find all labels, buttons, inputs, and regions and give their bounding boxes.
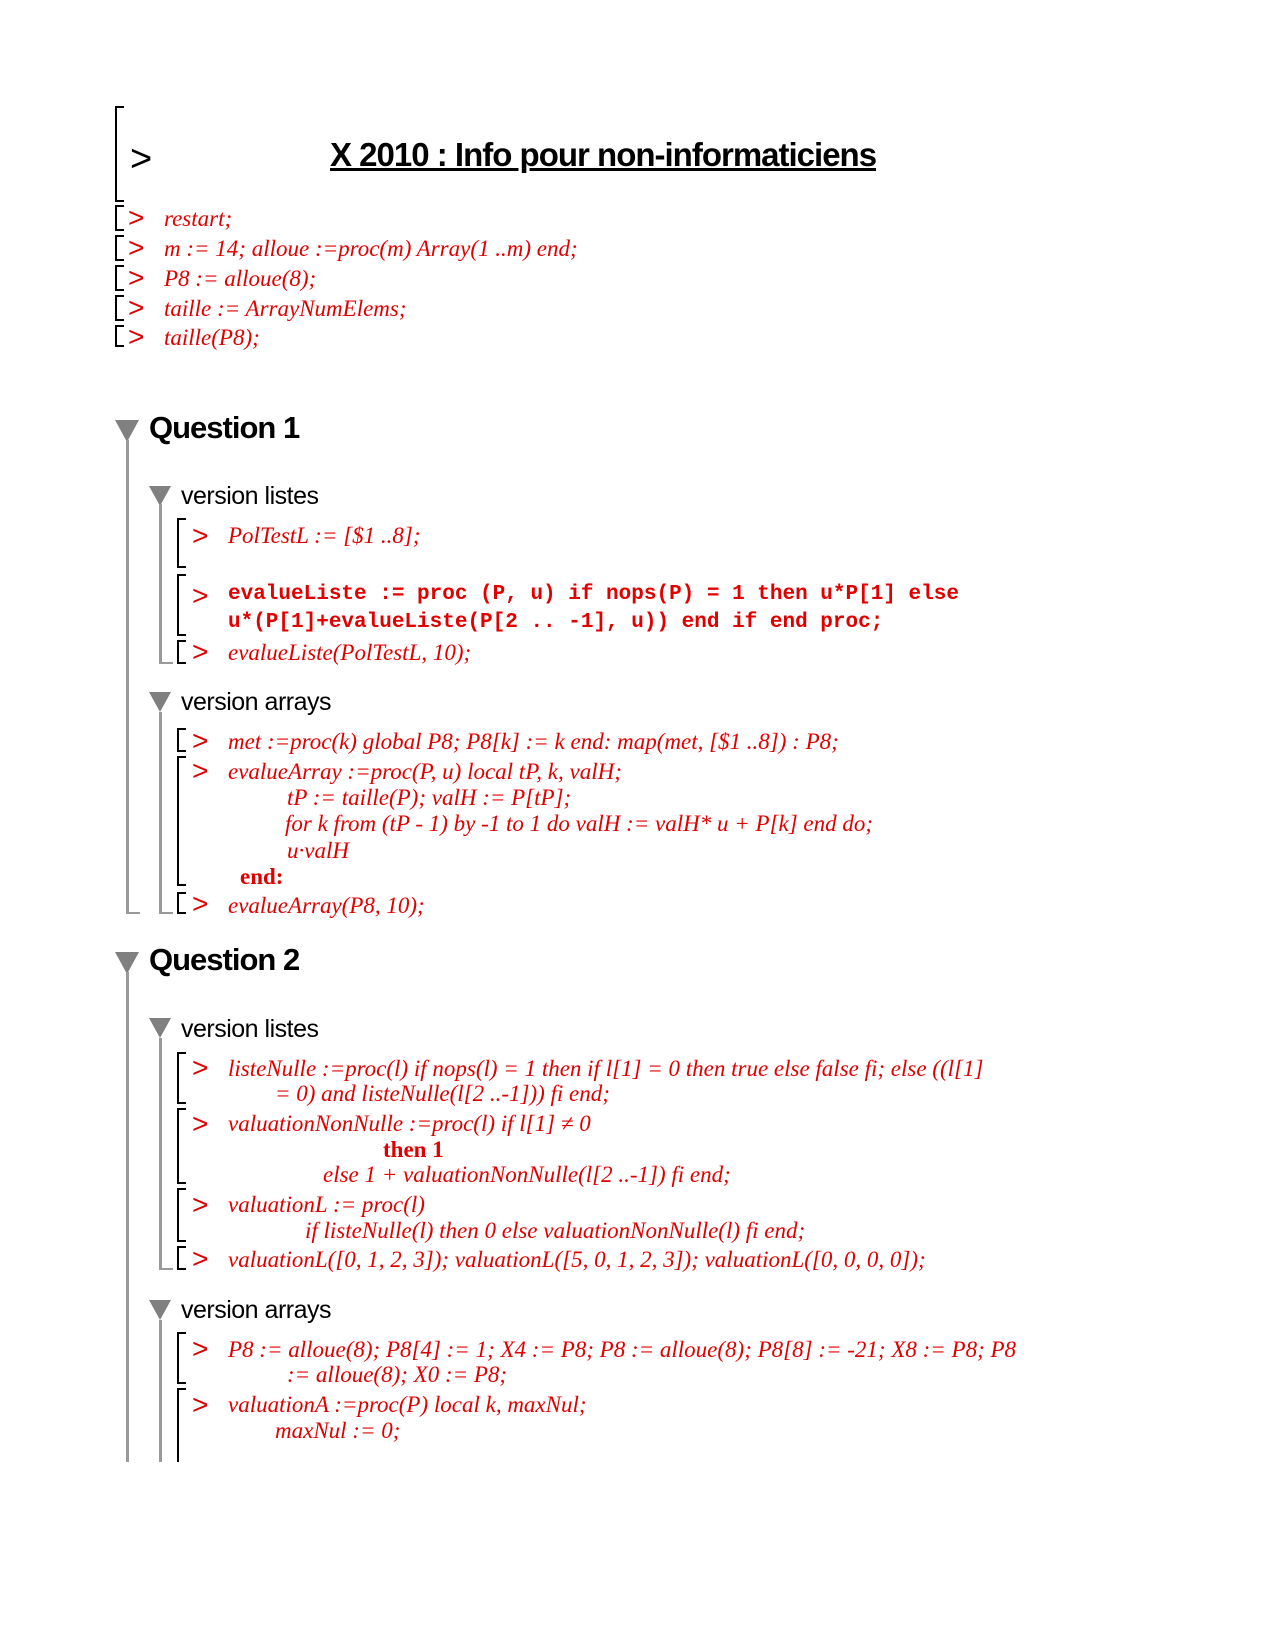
input-taille-def[interactable]: taille := ArrayNumElems;: [164, 296, 407, 321]
section-collapse-icon[interactable]: [115, 420, 139, 442]
prompt-marker: >: [192, 636, 209, 667]
group-bracket: [115, 106, 124, 202]
subsection-rule: [159, 504, 162, 664]
input-valuationnonnulle-line3[interactable]: else 1 + valuationNonNulle(l[2 ..-1]) fi end;: [323, 1162, 731, 1187]
subsection-rule: [159, 1320, 162, 1462]
section-rule-end: [126, 912, 140, 914]
input-p8-tests-line1[interactable]: P8 := alloue(8); P8[4] := 1; X4 := P8; P8 := alloue(8); P8[8] := -21; X8 := P8; P8: [228, 1337, 1017, 1362]
group-bracket: [177, 574, 186, 636]
prompt-marker: >: [128, 202, 145, 233]
input-valuationl-line1[interactable]: valuationL := proc(l): [228, 1192, 425, 1217]
input-evaluearray-line5[interactable]: end:: [240, 864, 284, 889]
section-title-question-2: Question 2: [149, 942, 300, 977]
prompt-marker: >: [192, 520, 209, 551]
prompt-marker: >: [130, 138, 153, 180]
group-bracket: [115, 265, 124, 291]
input-valuationl-calls[interactable]: valuationL([0, 1, 2, 3]); valuationL([5, 0, 1, 2, 3]); valuationL([0, 0, 0, 0]);: [228, 1247, 926, 1272]
group-bracket: [177, 1108, 186, 1184]
prompt-marker: >: [192, 725, 209, 756]
input-evaluearray-line4[interactable]: u·valH: [287, 838, 349, 863]
prompt-marker: >: [128, 292, 145, 323]
group-bracket: [177, 1052, 186, 1104]
input-evalueliste-line2[interactable]: u*(P[1]+evalueListe(P[2 .. -1], u)) end if end proc;: [228, 611, 884, 634]
subsection-collapse-icon[interactable]: [149, 1300, 171, 1320]
group-bracket: [115, 235, 124, 261]
input-evaluearray-line1[interactable]: evalueArray :=proc(P, u) local tP, k, valH;: [228, 759, 622, 784]
input-valuationa-line1[interactable]: valuationA :=proc(P) local k, maxNul;: [228, 1392, 587, 1417]
group-bracket: [177, 1188, 186, 1242]
subsection-rule: [159, 1038, 162, 1270]
prompt-marker: >: [192, 1108, 209, 1139]
subsection-rule: [159, 712, 162, 914]
input-evaluearray-call[interactable]: evalueArray(P8, 10);: [228, 893, 425, 918]
group-bracket: [115, 325, 124, 347]
group-bracket-open: [177, 1388, 186, 1462]
input-listenulle-line2[interactable]: = 0) and listeNulle(l[2 ..-1])) fi end;: [275, 1081, 610, 1106]
prompt-marker: >: [192, 1243, 209, 1274]
group-bracket: [177, 728, 186, 752]
input-listenulle-line1[interactable]: listeNulle :=proc(l) if nops(l) = 1 then if l[1] = 0 then true else false fi; else ((l[1]: [228, 1056, 984, 1081]
prompt-marker: >: [192, 755, 209, 786]
input-p8-tests-line2[interactable]: := alloue(8); X0 := P8;: [287, 1362, 508, 1387]
prompt-marker: >: [192, 1052, 209, 1083]
input-p8[interactable]: P8 := alloue(8);: [164, 266, 317, 291]
input-evalueliste-call[interactable]: evalueListe(PolTestL, 10);: [228, 640, 472, 665]
subsection-rule-end: [159, 1268, 173, 1270]
prompt-marker: >: [192, 1389, 209, 1420]
group-bracket: [177, 1246, 186, 1270]
input-evaluearray-line3[interactable]: for k from (tP - 1) by -1 to 1 do valH := valH* u + P[k] end do;: [285, 811, 874, 836]
subsection-collapse-icon[interactable]: [149, 1018, 171, 1038]
subsection-title-q1-listes: version listes: [181, 482, 319, 510]
prompt-marker: >: [128, 262, 145, 293]
prompt-marker: >: [192, 1333, 209, 1364]
prompt-marker: >: [192, 1189, 209, 1220]
group-bracket: [115, 295, 124, 321]
subsection-collapse-icon[interactable]: [149, 486, 171, 506]
group-bracket: [177, 640, 186, 664]
subsection-rule-end: [159, 662, 173, 664]
group-bracket: [177, 756, 186, 886]
input-evaluearray-line2[interactable]: tP := taille(P); valH := P[tP];: [287, 785, 572, 810]
input-valuationa-line2[interactable]: maxNul := 0;: [275, 1418, 401, 1443]
subsection-title-q2-listes: version listes: [181, 1015, 319, 1043]
input-valuationnonnulle-line2[interactable]: then 1: [383, 1137, 444, 1162]
input-evalueliste-line1[interactable]: evalueListe := proc (P, u) if nops(P) = 1 then u*P[1] else: [228, 583, 959, 606]
group-bracket: [177, 1332, 186, 1384]
group-bracket: [177, 892, 186, 914]
page-title: X 2010 : Info pour non-informaticiens: [330, 136, 877, 173]
group-bracket: [177, 518, 186, 568]
prompt-marker: >: [128, 232, 145, 263]
subsection-title-q1-arrays: version arrays: [181, 688, 331, 716]
subsection-collapse-icon[interactable]: [149, 692, 171, 712]
input-alloue[interactable]: m := 14; alloue :=proc(m) Array(1 ..m) end;: [164, 236, 578, 261]
prompt-marker: >: [128, 321, 145, 352]
input-restart[interactable]: restart;: [164, 206, 233, 231]
section-rule: [126, 440, 129, 914]
input-poltestl[interactable]: PolTestL := [$1 ..8];: [228, 523, 421, 548]
input-valuationnonnulle-line1[interactable]: valuationNonNulle :=proc(l) if l[1] ≠ 0: [228, 1111, 591, 1136]
prompt-marker: >: [192, 888, 209, 919]
group-bracket: [115, 205, 124, 231]
input-met[interactable]: met :=proc(k) global P8; P8[k] := k end: map(met, [$1 ..8]) : P8;: [228, 729, 839, 754]
subsection-title-q2-arrays: version arrays: [181, 1296, 331, 1324]
section-collapse-icon[interactable]: [115, 952, 139, 974]
input-taille-call[interactable]: taille(P8);: [164, 325, 260, 350]
section-rule: [126, 972, 129, 1462]
input-valuationl-line2[interactable]: if listeNulle(l) then 0 else valuationNonNulle(l) fi end;: [305, 1218, 806, 1243]
section-title-question-1: Question 1: [149, 410, 300, 445]
subsection-rule-end: [159, 912, 173, 914]
prompt-marker: >: [192, 580, 209, 611]
